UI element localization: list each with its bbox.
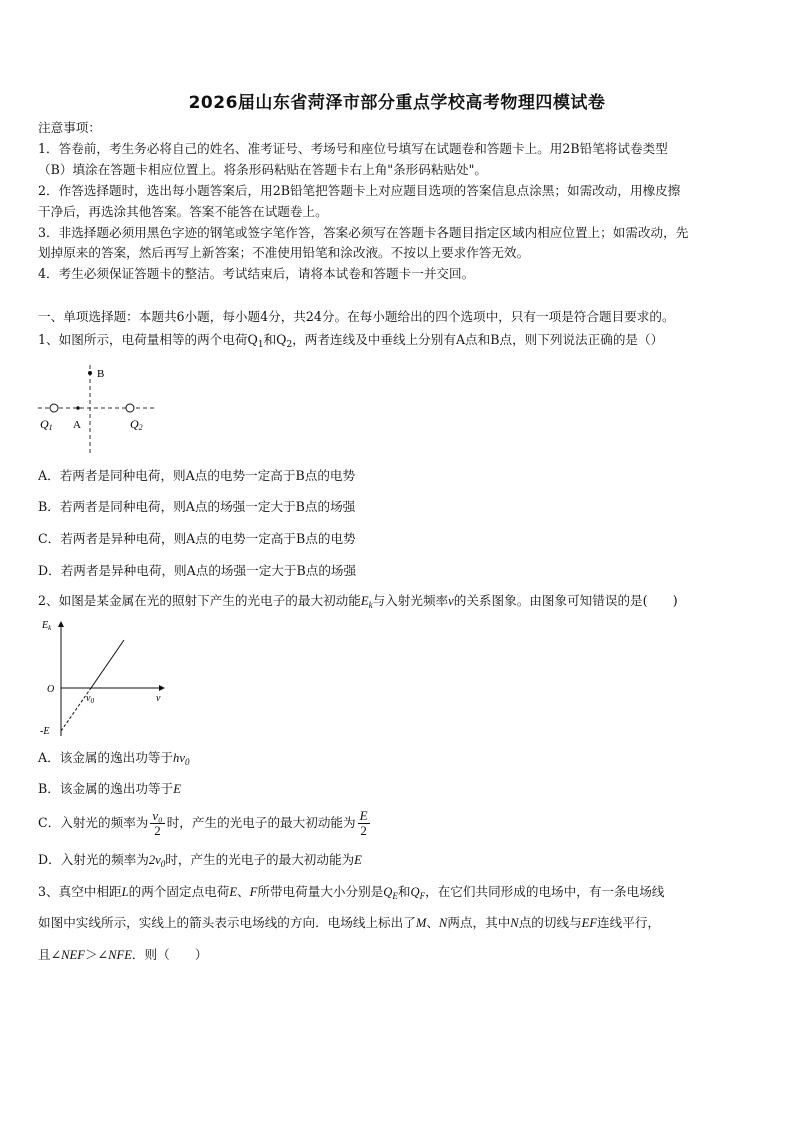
label-q1: Q1 (40, 417, 53, 432)
label-ek: $E_k$ (42, 620, 52, 632)
label-b: B (97, 368, 105, 380)
label-nu0: $\nu_0$ (86, 693, 94, 705)
ek-line-solid (91, 640, 124, 688)
question-1-option-b: B．若两者是同种电荷，则A点的场强一定大于B点的场强 (38, 499, 356, 514)
label-nu: ν (156, 693, 161, 704)
notice-item: 2．作答选择题时，选出每小题答案后，用2B铅笔把答题卡上对应题目选项的答案信息点涂黑；如需改动，用橡皮擦 (38, 183, 681, 198)
notice-item: 1．答卷前，考生务必将自己的姓名、准考证号、考场号和座位号填写在试题卷和答题卡上。用2B铅笔将试卷类型 (38, 141, 668, 156)
question-3-stem-line3: 且∠NEF＞∠NFE．则（ ） (38, 947, 208, 962)
charge-q2-circle (126, 404, 134, 412)
question-2-option-c: C．入射光的频率为 $\frac{\text{ν₀}}{2}$ 时，产生的光电子的最大初动能为 $\frac{E}{2}$ (38, 808, 368, 838)
question-1-stem: 1、如图所示，电荷量相等的两个电荷$Q_1$和$Q_2$，两者连线及中垂线上分别有A点和B点，则下列说法正确的是（） (38, 332, 664, 350)
question-2-option-a: A．该金属的逸出功等于$h\nu_0$ (38, 750, 190, 767)
question-2-stem: 2、如图是某金属在光的照射下产生的光电子的最大初动能$E_k$与入射光频率ν的关系图象。由图象可知错误的是( ) (38, 593, 678, 610)
label-neg-e: -E (40, 726, 50, 737)
page-title: 2026届山东省菏泽市部分重点学校高考物理四模试卷 (188, 93, 606, 113)
point-b-dot (88, 371, 92, 375)
point-a-dot (76, 406, 80, 410)
section-heading: 一、单项选择题：本题共6小题，每小题4分，共24分。在每小题给出的四个选项中，只有一项是符合题目要求的。 (38, 309, 675, 324)
charge-q1-circle (50, 404, 58, 412)
question-1-figure (30, 360, 160, 460)
question-2-figure (36, 616, 176, 741)
question-1-option-c: C．若两者是异种电荷，则A点的电势一定高于B点的电势 (38, 531, 356, 546)
label-origin: O (47, 684, 55, 695)
question-3-stem-line1: 3、真空中相距L的两个固定点电荷E、F所带电荷量大小分别是$Q_E$和$Q_F$，在它们共同形成的电场中，有一条电场线 (38, 884, 665, 901)
notice-item: 4．考生必须保证答题卡的整洁。考试结束后，请将本试卷和答题卡一并交回。 (38, 266, 475, 281)
label-q2: Q2 (130, 417, 143, 432)
question-2-option-d: D．入射光的频率为$2\nu_0$时，产生的光电子的最大初动能为E (38, 852, 362, 869)
notice-item: 干净后，再选涂其他答案。答案不能答在试题卷上。 (38, 204, 328, 219)
notice-item: 3．非选择题必须用黑色字迹的钢笔或签字笔作答，答案必须写在答题卡各题目指定区域内相应位置上；如需改动，先 (38, 225, 689, 240)
notice-heading: 注意事项： (38, 120, 101, 135)
notice-item: （B）填涂在答题卡相应位置上。将条形码粘贴在答题卡右上角"条形码粘贴处"。 (38, 162, 488, 177)
question-1-option-a: A．若两者是同种电荷，则A点的电势一定高于B点的电势 (38, 468, 356, 483)
notice-item: 划掉原来的答案，然后再写上新答案；不准使用铅笔和涂改液。不按以上要求作答无效。 (38, 245, 530, 260)
label-a: A (73, 419, 81, 431)
question-2-option-b: B．该金属的逸出功等于E (38, 781, 181, 796)
question-1-option-d: D．若两者是异种电荷，则A点的场强一定大于B点的场强 (38, 563, 357, 578)
question-3-stem-line2: 如图中实线所示，实线上的箭头表示电场线的方向．电场线上标出了M、N两点，其中N点的切线与EF连线平行， (38, 915, 661, 930)
